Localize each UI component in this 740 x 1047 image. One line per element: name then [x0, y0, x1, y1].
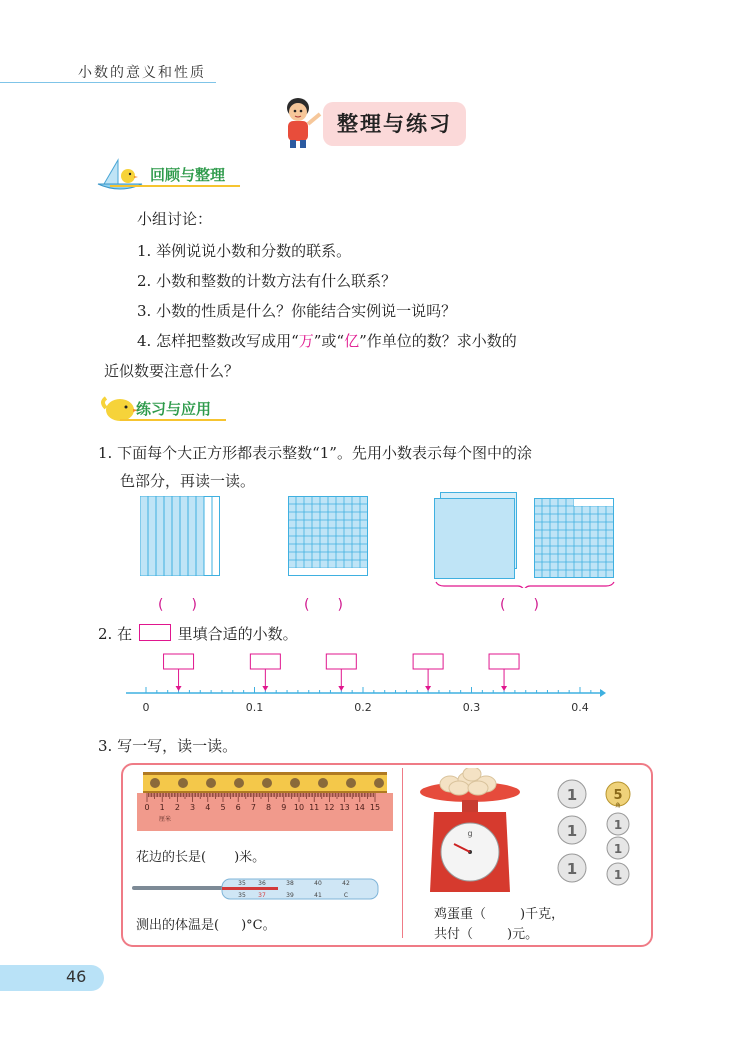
- ruler-number: 0: [144, 803, 150, 812]
- coin-label: 1: [613, 868, 623, 882]
- ruler: [137, 793, 393, 831]
- q1-line1: 1. 下面每个大正方形都表示整数“1”。先用小数表示每个图中的涂: [98, 444, 532, 462]
- answer-box[interactable]: [413, 654, 443, 669]
- scale-gram-label: g: [467, 829, 473, 838]
- ruler-number: 1: [159, 803, 165, 812]
- wan-highlight: 万: [298, 332, 314, 350]
- flower-length-prompt: [136, 846, 265, 865]
- q2-prefix: 2. 在: [98, 625, 133, 643]
- review-item-3: 3. 小数的性质是什么？你能结合实例说一说吗？: [137, 302, 457, 320]
- review-item-2: 2. 小数和整数的计数方法有什么联系？: [137, 272, 397, 290]
- practice-underline: [120, 419, 226, 421]
- q2-suffix: 里填合适的小数。: [177, 625, 298, 643]
- q1-answer-3[interactable]: ( ): [500, 597, 539, 613]
- review-item-4-suffix: ”作单位的数？求小数的: [359, 332, 517, 350]
- chapter-header: 小数的意义和性质: [78, 65, 206, 81]
- teacher-boy-icon: [278, 94, 326, 150]
- coin-label: 1: [566, 860, 578, 878]
- ruler-number: 13: [339, 803, 350, 812]
- ruler-number: 4: [205, 803, 211, 812]
- answer-box[interactable]: [250, 654, 280, 669]
- q3-divider: [402, 768, 403, 938]
- thermometer-top-label: 36: [258, 880, 266, 887]
- answer-box[interactable]: [326, 654, 356, 669]
- thermometer-top-label: 35: [238, 880, 246, 887]
- review-section-label: 回顾与整理: [150, 166, 226, 184]
- page-title: 整理与练习: [337, 112, 452, 136]
- thermometer-bottom-label: 35: [238, 892, 246, 899]
- ruler-number: 11: [309, 803, 320, 812]
- ruler-number: 2: [174, 803, 180, 812]
- flower-suffix: )米。: [234, 850, 266, 865]
- flower-prefix: 花边的长是(: [136, 850, 207, 865]
- q1-answer-1[interactable]: ( ): [158, 597, 197, 613]
- temp-suffix: )°C。: [241, 918, 276, 933]
- coin-label: 1: [566, 822, 578, 840]
- q2-sample-box: [139, 624, 171, 641]
- yi-highlight: 亿: [344, 332, 360, 350]
- ruler-number: 15: [369, 803, 381, 812]
- page-number-tab: [0, 965, 104, 991]
- practice-section-label: 练习与应用: [136, 400, 212, 418]
- ruler-unit: 厘米: [159, 816, 172, 823]
- review-item-4-prefix: 4. 怎样把整数改写成用“: [137, 332, 299, 350]
- thermometer-bottom-label: 39: [286, 892, 294, 899]
- answer-box[interactable]: [164, 654, 194, 669]
- coin-five-label: 5: [613, 788, 623, 803]
- ruler-number: 10: [293, 803, 305, 812]
- pay-prefix: 共付（: [434, 927, 474, 942]
- coin-label: 1: [613, 818, 623, 832]
- ruler-number: 6: [235, 803, 241, 812]
- q1-answer-2[interactable]: ( ): [304, 597, 343, 613]
- ruler-number: 12: [324, 803, 335, 812]
- pay-suffix: )元。: [507, 927, 539, 942]
- ruler-number: 9: [281, 803, 287, 812]
- grid-hundredths: [288, 496, 368, 576]
- lace-border-strip: [143, 772, 387, 794]
- egg-prefix: 鸡蛋重（: [434, 907, 487, 922]
- thermometer: [132, 876, 382, 902]
- egg-weight-prompt: [434, 903, 564, 922]
- thermometer-top-label: 40: [314, 880, 322, 887]
- number-line-tick-label: 0.3: [462, 701, 481, 714]
- egg-suffix: )千克，: [520, 907, 565, 922]
- coin-label: 1: [613, 842, 623, 856]
- thermometer-bottom-label: 41: [314, 892, 322, 899]
- coins: [556, 778, 636, 888]
- thermometer-bottom-label: C: [343, 892, 349, 899]
- review-item-4-line2: 近似数要注意什么？: [104, 362, 240, 380]
- review-item-4: [137, 328, 517, 354]
- review-item-1: 1. 举例说说小数和分数的联系。: [137, 242, 352, 260]
- thermometer-top-label: 38: [286, 880, 294, 887]
- temp-prefix: 测出的体温是(: [136, 918, 220, 933]
- ruler-number: 5: [220, 803, 226, 812]
- q1-line2: 色部分，再读一读。: [120, 472, 256, 490]
- number-line-tick-label: 0.4: [571, 701, 589, 714]
- ruler-number: 8: [266, 803, 272, 812]
- temperature-prompt: [136, 914, 276, 933]
- thermometer-bottom-label: 37: [258, 892, 266, 899]
- coin-jiao-label: 角: [615, 803, 621, 809]
- ruler-number: 7: [250, 803, 256, 812]
- header-rule: [0, 82, 216, 83]
- thermometer-top-label: 42: [342, 880, 350, 887]
- number-line: [126, 650, 606, 720]
- grid-tenths: [140, 496, 220, 576]
- q2-prompt: [98, 621, 298, 647]
- egg-scale: [414, 768, 524, 898]
- review-intro: 小组讨论：: [137, 210, 213, 228]
- page-number: 46: [66, 967, 87, 986]
- review-item-4-mid: ”或“: [313, 332, 345, 350]
- q3-prompt: 3. 写一写，读一读。: [98, 737, 238, 755]
- number-line-tick-label: 0.2: [354, 701, 372, 714]
- grid-whole-plus-hundredths: [434, 492, 616, 588]
- ruler-number: 3: [190, 803, 196, 812]
- answer-box[interactable]: [489, 654, 519, 669]
- review-underline: [110, 185, 240, 187]
- ruler-number: 14: [354, 803, 365, 812]
- number-line-tick-label: 0.1: [245, 701, 264, 714]
- number-line-tick-label: 0: [142, 701, 150, 714]
- coin-label: 1: [566, 786, 578, 804]
- pay-prompt: [434, 923, 538, 942]
